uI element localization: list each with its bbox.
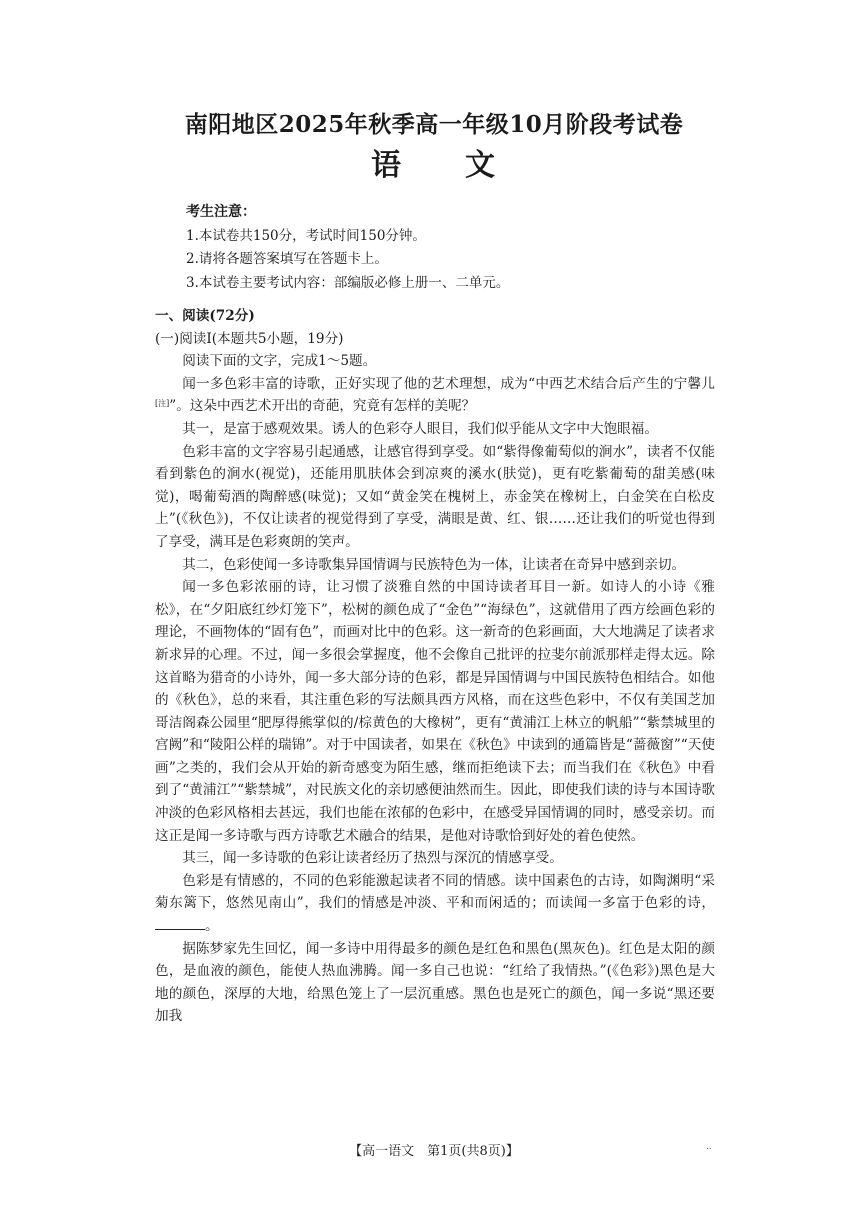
passage-paragraph: 其三，闻一多诗歌的色彩让读者经历了热烈与深沉的情感享受。 — [182, 850, 563, 867]
section-heading: 一、阅读(72分) — [155, 308, 255, 324]
passage-paragraph: 其二，色彩使闻一多诗歌集异国情调与民族特色为一体，让读者在奇异中感到亲切。 — [182, 556, 686, 573]
passage-text: ”。这朵中西艺术开出的奇葩，究竟有怎样的美呢？ — [169, 398, 476, 415]
subsection-heading: (一)阅读Ⅰ(本题共5小题，19分) — [155, 330, 344, 347]
passage-text: 闻一多色彩丰富的诗歌，正好实现了他的艺术理想，成为“中西艺术结合后产生的宁馨儿 — [182, 375, 715, 392]
notice-item: 3.本试卷主要考试内容：部编版必修上册一、二单元。 — [186, 274, 510, 291]
notice-item: 1.本试卷共150分，考试时间150分钟。 — [186, 227, 426, 244]
footnote-marker: [注] — [155, 399, 170, 409]
answer-blank — [155, 916, 205, 930]
passage-paragraph: 其一，是富于感观效果。诱人的色彩夺人眼目，我们似乎能从文字中大饱眼福。 — [182, 420, 658, 437]
passage-paragraph — [155, 870, 715, 938]
notice-item: 2.请将各题答案填写在答题卡上。 — [186, 251, 388, 267]
reading-section — [155, 305, 715, 1028]
passage-paragraph: 据陈梦家先生回忆，闻一多诗中用得最多的颜色是红色和黑色(黑灰色)。红色是太阳的颜色，是血液的颜色，能使人热血沸腾。闻一多自己也说：“红给了我情热。”(《色彩》)黑色是大地的颜色，深厚的大地，给黑色笼上了一层沉重感。黑色也是死亡的颜色，闻一多说“黑还要加我 — [155, 940, 715, 1025]
page-footer: 【高一语文 第1页(共8页)】 — [349, 1144, 519, 1159]
passage-paragraph: 闻一多色彩浓丽的诗，让习惯了淡雅自然的中国诗读者耳目一新。如诗人的小诗《雅松》，在“夕阳底红纱灯笼下”，松树的颜色成了“金色”“海绿色”，这就借用了西方绘画色彩的理论，不画物体的“固有色”，而画对比中的色彩。这一新奇的色彩画面，大大地满足了读者求新求异的心理。不过，闻一多很会掌握度，他不会像自己批评的拉斐尔前派那样走得太远。除这首略为猎奇的小诗外，闻一多大部分诗的色彩，都是异国情调与中国民族特色相结合。如他的《秋色》，总的来看，其注重色彩的写法颇具西方风格，而在这些色彩中，不仅有美国芝加哥洁阁森公园里“肥厚得熊掌似的/棕黄色的大橡树”，更有“黄浦江上林立的帆船”“紫禁城里的宫阙”和“陵阳公样的瑞锦”。对于中国读者，如果在《秋色》中读到的通篇皆是“蔷薇窗”“天使画”之类的，我们会从开始的新奇感变为陌生感，继而拒绝读下去；而当我们在《秋色》中看到了“黄浦江”“紫禁城”，对民族文化的亲切感便油然而生。因此，即使我们读的诗与本国诗歌冲淡的色彩风格相去甚远，我们也能在浓郁的色彩中，在感受异国情调的同时，感受亲切。而这正是闻一多诗歌与西方诗歌艺术融合的结果，是他对诗歌恰到好处的着色使然。 — [155, 579, 715, 844]
instruction-text: 阅读下面的文字，完成1～5题。 — [182, 353, 377, 370]
passage-text: 。 — [205, 918, 219, 935]
passage-text: 色彩是有情感的，不同的色彩能激起读者不同的情感。读中国素色的古诗，如陶渊明“采菊东篱下，悠然见南山”，我们的情感是冲淡、平和而闲适的；而读闻一多富于色彩的诗， — [155, 872, 715, 912]
passage-paragraph — [155, 373, 715, 418]
notice-heading: 考生注意： — [186, 204, 256, 220]
exam-title: 南阳地区2025年秋季高一年级10月阶段考试卷 — [184, 111, 684, 138]
candidate-notice — [186, 201, 509, 295]
corner-mark: .. — [706, 1142, 712, 1152]
passage-paragraph: 色彩丰富的文字容易引起通感，让感官得到享受。如“紫得像葡萄似的涧水”，读者不仅能看到紫色的涧水(视觉)，还能用肌肤体会到凉爽的溪水(肤觉)，更有吃紫葡萄的甜美感(味觉)，喝葡萄酒的陶醉感(味觉)；又如“黄金笑在槐树上，赤金笑在橡树上，白金笑在白松皮上”(《秋色》)，不仅让读者的视觉得到了享受，满眼是黄、红、银……还让我们的听觉也得到了享受，满耳是色彩爽朗的笑声。 — [155, 443, 715, 550]
subject-title: 语文 — [371, 148, 559, 183]
